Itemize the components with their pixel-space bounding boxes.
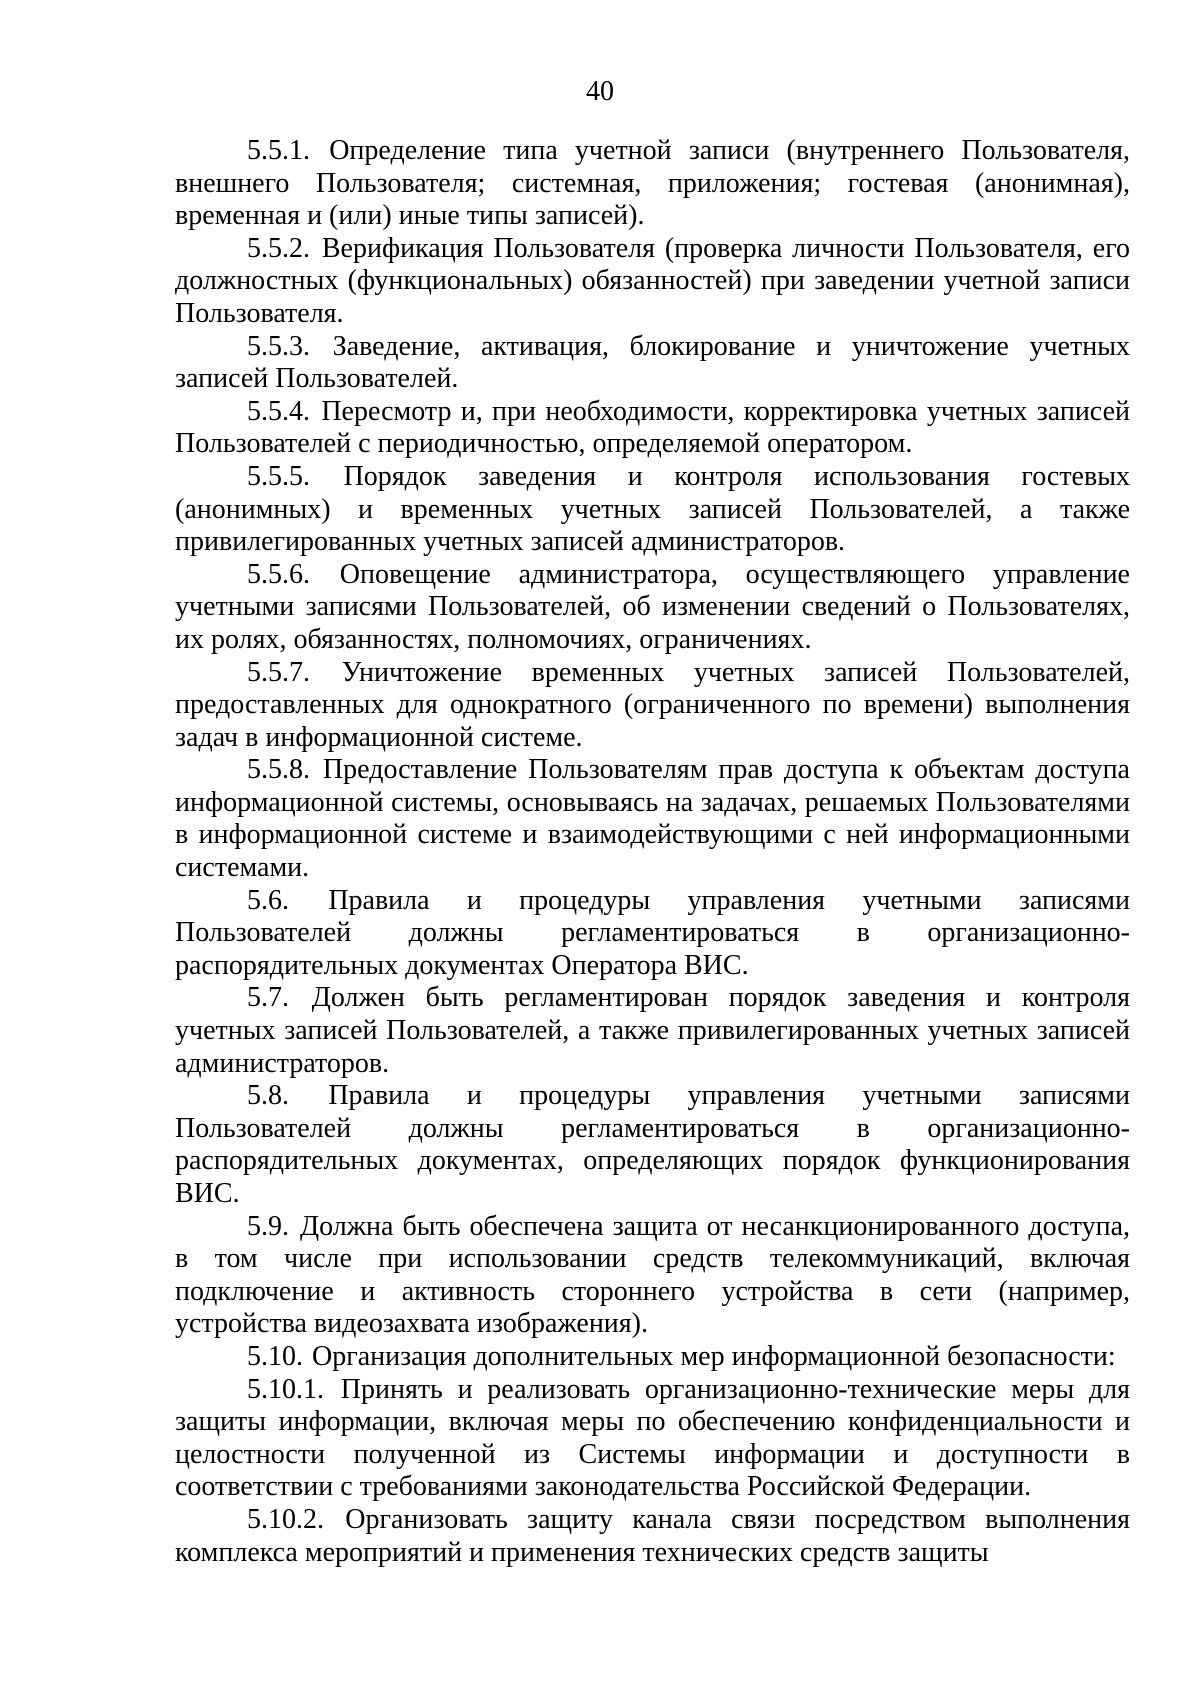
paragraph-5-5-2 bbox=[175, 233, 1130, 331]
paragraph-number: 5.5.5. bbox=[247, 460, 310, 492]
paragraph-number: 5.10.1. bbox=[247, 1373, 324, 1405]
paragraph-number: 5.5.1. bbox=[247, 135, 310, 166]
paragraph-5-5-6 bbox=[175, 559, 1130, 657]
paragraph-5-7 bbox=[175, 982, 1130, 1080]
paragraph-number: 5.5.7. bbox=[247, 656, 310, 688]
paragraph-text: Предоставление Пользователям прав доступа к объектам доступа информационной системы, основываясь на задачах, решаемых Пользователями в информационной системе и взаимодействующими с ней информационными системами. bbox=[175, 754, 1130, 884]
paragraph-number: 5.5.8. bbox=[247, 754, 310, 786]
paragraph-text: Пересмотр и, при необходимости, корректировка учетных записей Пользователей с периодичностью, определяемой оператором. bbox=[175, 395, 1130, 460]
paragraph-number: 5.6. bbox=[247, 884, 289, 916]
paragraph-text: Должна быть обеспечена защита от несанкционированного доступа, в том числе при использовании средств телекоммуникаций, включая подключение и активность стороннего устройства в сети (например, устройства видеозахвата изображения). bbox=[175, 1210, 1131, 1340]
page-number: 40 bbox=[586, 76, 614, 107]
paragraph-text: Принять и реализовать организационно-технические меры для защиты информации, включая меры по обеспечению конфиденциальности и целостности полученной из Системы информации и доступности в соответствии с требованиями законодательства Российской Федерации. bbox=[175, 1373, 1130, 1503]
paragraph-text: Уничтожение временных учетных записей Пользователей, предоставленных для однократного (ограниченного по времени) выполнения задач в информационной системе. bbox=[175, 656, 1130, 753]
paragraph-text: Порядок заведения и контроля использования гостевых (анонимных) и временных учетных записей Пользователей, а также привилегированных учетных записей администраторов. bbox=[175, 460, 1131, 558]
paragraph-text: Должен быть регламентирован порядок заведения и контроля учетных записей Пользователей, а также привилегированных учетных записей администраторов. bbox=[175, 982, 1131, 1079]
paragraph-text: Правила и процедуры управления учетными записями Пользователей должны регламентироваться в организационно-распорядительных документах, определяющих порядок функционирования ВИС. bbox=[175, 1080, 1131, 1209]
paragraph-number: 5.10. bbox=[247, 1340, 303, 1372]
paragraph-5-10 bbox=[175, 1341, 1130, 1374]
paragraph-number: 5.10.2. bbox=[247, 1503, 324, 1535]
paragraph-number: 5.8. bbox=[247, 1080, 289, 1112]
paragraph-5-10-2 bbox=[175, 1504, 1130, 1569]
document-body bbox=[175, 135, 1130, 1569]
paragraph-number: 5.5.3. bbox=[247, 330, 310, 362]
paragraph-number: 5.5.6. bbox=[247, 558, 310, 590]
paragraph-5-6 bbox=[175, 885, 1130, 983]
paragraph-number: 5.7. bbox=[247, 982, 289, 1014]
paragraph-5-10-1 bbox=[175, 1374, 1130, 1504]
paragraph-text: Оповещение администратора, осуществляющего управление учетными записями Пользователей, об изменении сведений о Пользователях, их ролях, обязанностях, полномочиях, ограничениях. bbox=[175, 558, 1130, 655]
paragraph-5-5-4 bbox=[175, 396, 1130, 461]
paragraph-number: 5.5.2. bbox=[247, 232, 310, 264]
paragraph-text: Организация дополнительных мер информационной безопасности: bbox=[312, 1340, 1116, 1372]
paragraph-5-9 bbox=[175, 1211, 1130, 1341]
paragraph-5-5-1 bbox=[175, 135, 1130, 233]
paragraph-text: Верификация Пользователя (проверка личности Пользователя, его должностных (функциональных) обязанностей) при заведении учетной записи Пользователя. bbox=[175, 232, 1130, 329]
paragraph-text: Правила и процедуры управления учетными записями Пользователей должны регламентироваться в организационно-распорядительных документах Оператора ВИС. bbox=[175, 884, 1131, 981]
paragraph-5-8 bbox=[175, 1080, 1130, 1210]
paragraph-5-5-3 bbox=[175, 331, 1130, 396]
paragraph-text: Организовать защиту канала связи посредством выполнения комплекса мероприятий и применения технических средств защиты bbox=[175, 1503, 1130, 1568]
paragraph-5-5-8 bbox=[175, 754, 1130, 884]
paragraph-text: Определение типа учетной записи (внутреннего Пользователя, внешнего Пользователя; системная, приложения; гостевая (анонимная), временная и (или) иные типы записей). bbox=[175, 135, 1130, 232]
paragraph-5-5-5 bbox=[175, 461, 1130, 559]
paragraph-5-5-7 bbox=[175, 657, 1130, 755]
paragraph-number: 5.5.4. bbox=[247, 395, 310, 427]
paragraph-text: Заведение, активация, блокирование и уничтожение учетных записей Пользователей. bbox=[175, 330, 1131, 395]
paragraph-number: 5.9. bbox=[247, 1210, 289, 1242]
